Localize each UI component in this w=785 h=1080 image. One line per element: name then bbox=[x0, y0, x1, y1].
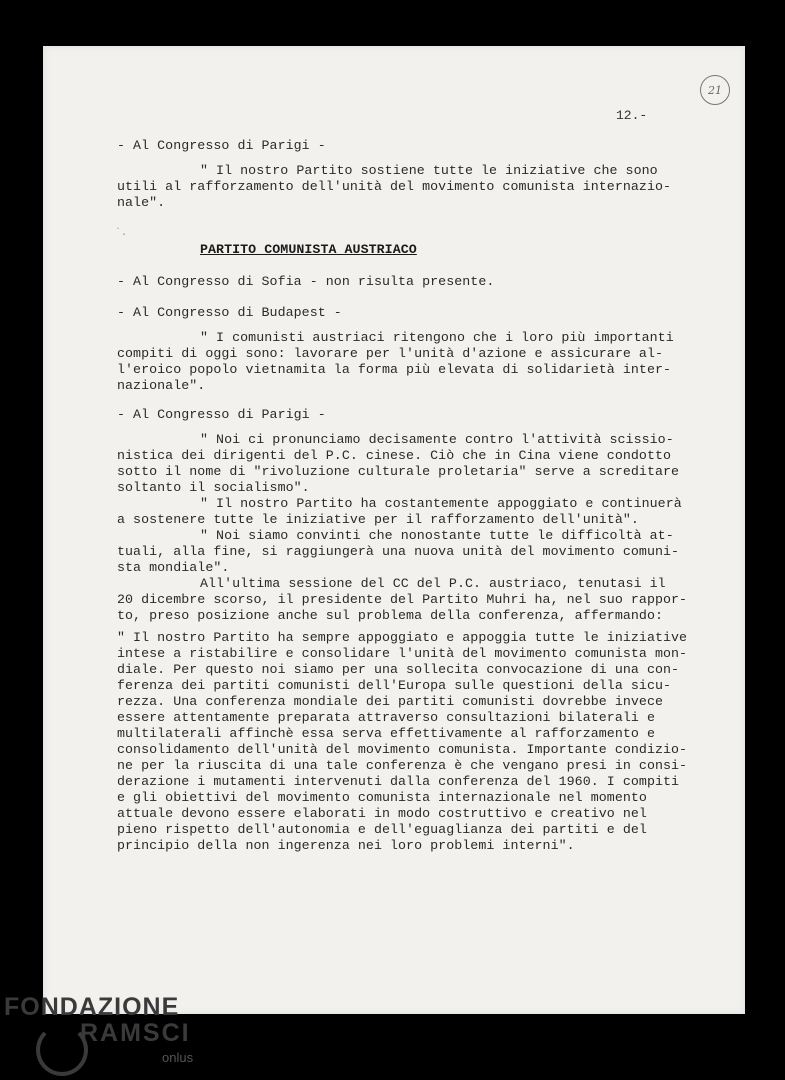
section-heading: - Al Congresso di Parigi - bbox=[117, 407, 326, 422]
text-line: " I comunisti austriaci ritengono che i loro più importanti bbox=[200, 330, 674, 345]
quote-line: ne per la riuscita di una tale conferenza è che vengano presi in consi- bbox=[117, 758, 688, 773]
page-number: 12.- bbox=[616, 108, 648, 123]
text-line: tuali, alla fine, si raggiungerà una nuova unità del movimento comuni- bbox=[117, 544, 680, 559]
section-heading: - Al Congresso di Sofia - non risulta presente. bbox=[117, 274, 495, 289]
section-heading: - Al Congresso di Parigi - bbox=[117, 138, 326, 153]
quote-line: pieno rispetto dell'autonomia e dell'eguaglianza dei partiti e del bbox=[117, 822, 647, 837]
quote-line: essere attentamente preparata attraverso consultazioni bilaterali e bbox=[117, 710, 655, 725]
quote-line: derazione i mutamenti intervenuti dalla conferenza del 1960. I compiti bbox=[117, 774, 680, 789]
quote-line: multilaterali affinchè essa serva effettivamente al rafforzamento e bbox=[117, 726, 655, 741]
quote-line: diale. Per questo noi siamo per una sollecita convocazione di una con- bbox=[117, 662, 680, 677]
quote-line: rezza. Una conferenza mondiale dei partiti comunisti dovrebbe invece bbox=[117, 694, 664, 709]
text-line: " Noi siamo convinti che nonostante tutte le difficoltà at- bbox=[200, 528, 674, 543]
fondazione-gramsci-logo bbox=[4, 993, 194, 1065]
section-heading: - Al Congresso di Budapest - bbox=[117, 305, 342, 320]
logo-line-1: FONDAZIONE bbox=[4, 993, 180, 1021]
quote-line: e gli obiettivi del movimento comunista internazionale nel momento bbox=[117, 790, 647, 805]
text-line: sotto il nome di "rivoluzione culturale proletaria" serve a screditare bbox=[117, 464, 680, 479]
margin-mark: `. bbox=[115, 228, 128, 239]
text-line: nale". bbox=[117, 195, 166, 210]
text-line: " Il nostro Partito ha costantemente appoggiato e continuerà bbox=[200, 496, 682, 511]
text-line: soltanto il socialismo". bbox=[117, 480, 310, 495]
text-line: a sostenere tutte le iniziative per il rafforzamento dell'unità". bbox=[117, 512, 639, 527]
text-line: All'ultima sessione del CC del P.C. austriaco, tenutasi il bbox=[200, 576, 666, 591]
text-line: " Noi ci pronunciamo decisamente contro l'attività scissio- bbox=[200, 432, 674, 447]
logo-line-3: onlus bbox=[162, 1050, 194, 1065]
quote-line: intese a ristabilire e consolidare l'unità del movimento comunista mon- bbox=[117, 646, 688, 661]
text-line: l'eroico popolo vietnamita la forma più elevata di solidarietà inter- bbox=[117, 362, 672, 377]
party-heading: PARTITO COMUNISTA AUSTRIACO bbox=[200, 242, 417, 257]
quote-line: principio della non ingerenza nei loro problemi interni". bbox=[117, 838, 575, 853]
quote-line: " Il nostro Partito ha sempre appoggiato e appoggia tutte le iniziative bbox=[117, 630, 688, 645]
text-line: nistica dei dirigenti del P.C. cinese. Ciò che in Cina viene condotto bbox=[117, 448, 672, 463]
text-line: utili al rafforzamento dell'unità del movimento comunista internazio- bbox=[117, 179, 672, 194]
text-line: 20 dicembre scorso, il presidente del Partito Muhri ha, nel suo rappor- bbox=[117, 592, 688, 607]
text-line: compiti di oggi sono: lavorare per l'unità d'azione e assicurare al- bbox=[117, 346, 664, 361]
quote-line: consolidamento dell'unità del movimento comunista. Importante condizio- bbox=[117, 742, 688, 757]
text-line: nazionale". bbox=[117, 378, 206, 393]
text-line: sta mondiale". bbox=[117, 560, 230, 575]
text-line: to, preso posizione anche sul problema della conferenza, affermando: bbox=[117, 608, 664, 623]
logo-line-2: RAMSCI bbox=[80, 1019, 191, 1047]
archive-stamp: 21 bbox=[700, 75, 730, 105]
text-line: " Il nostro Partito sostiene tutte le iniziative che sono bbox=[200, 163, 658, 178]
logo-g-icon bbox=[36, 1024, 88, 1076]
quote-line: ferenza dei partiti comunisti dell'Europa sulle questioni della sicu- bbox=[117, 678, 672, 693]
quote-line: attuale devono essere elaborati in modo costruttivo e creativo nel bbox=[117, 806, 647, 821]
